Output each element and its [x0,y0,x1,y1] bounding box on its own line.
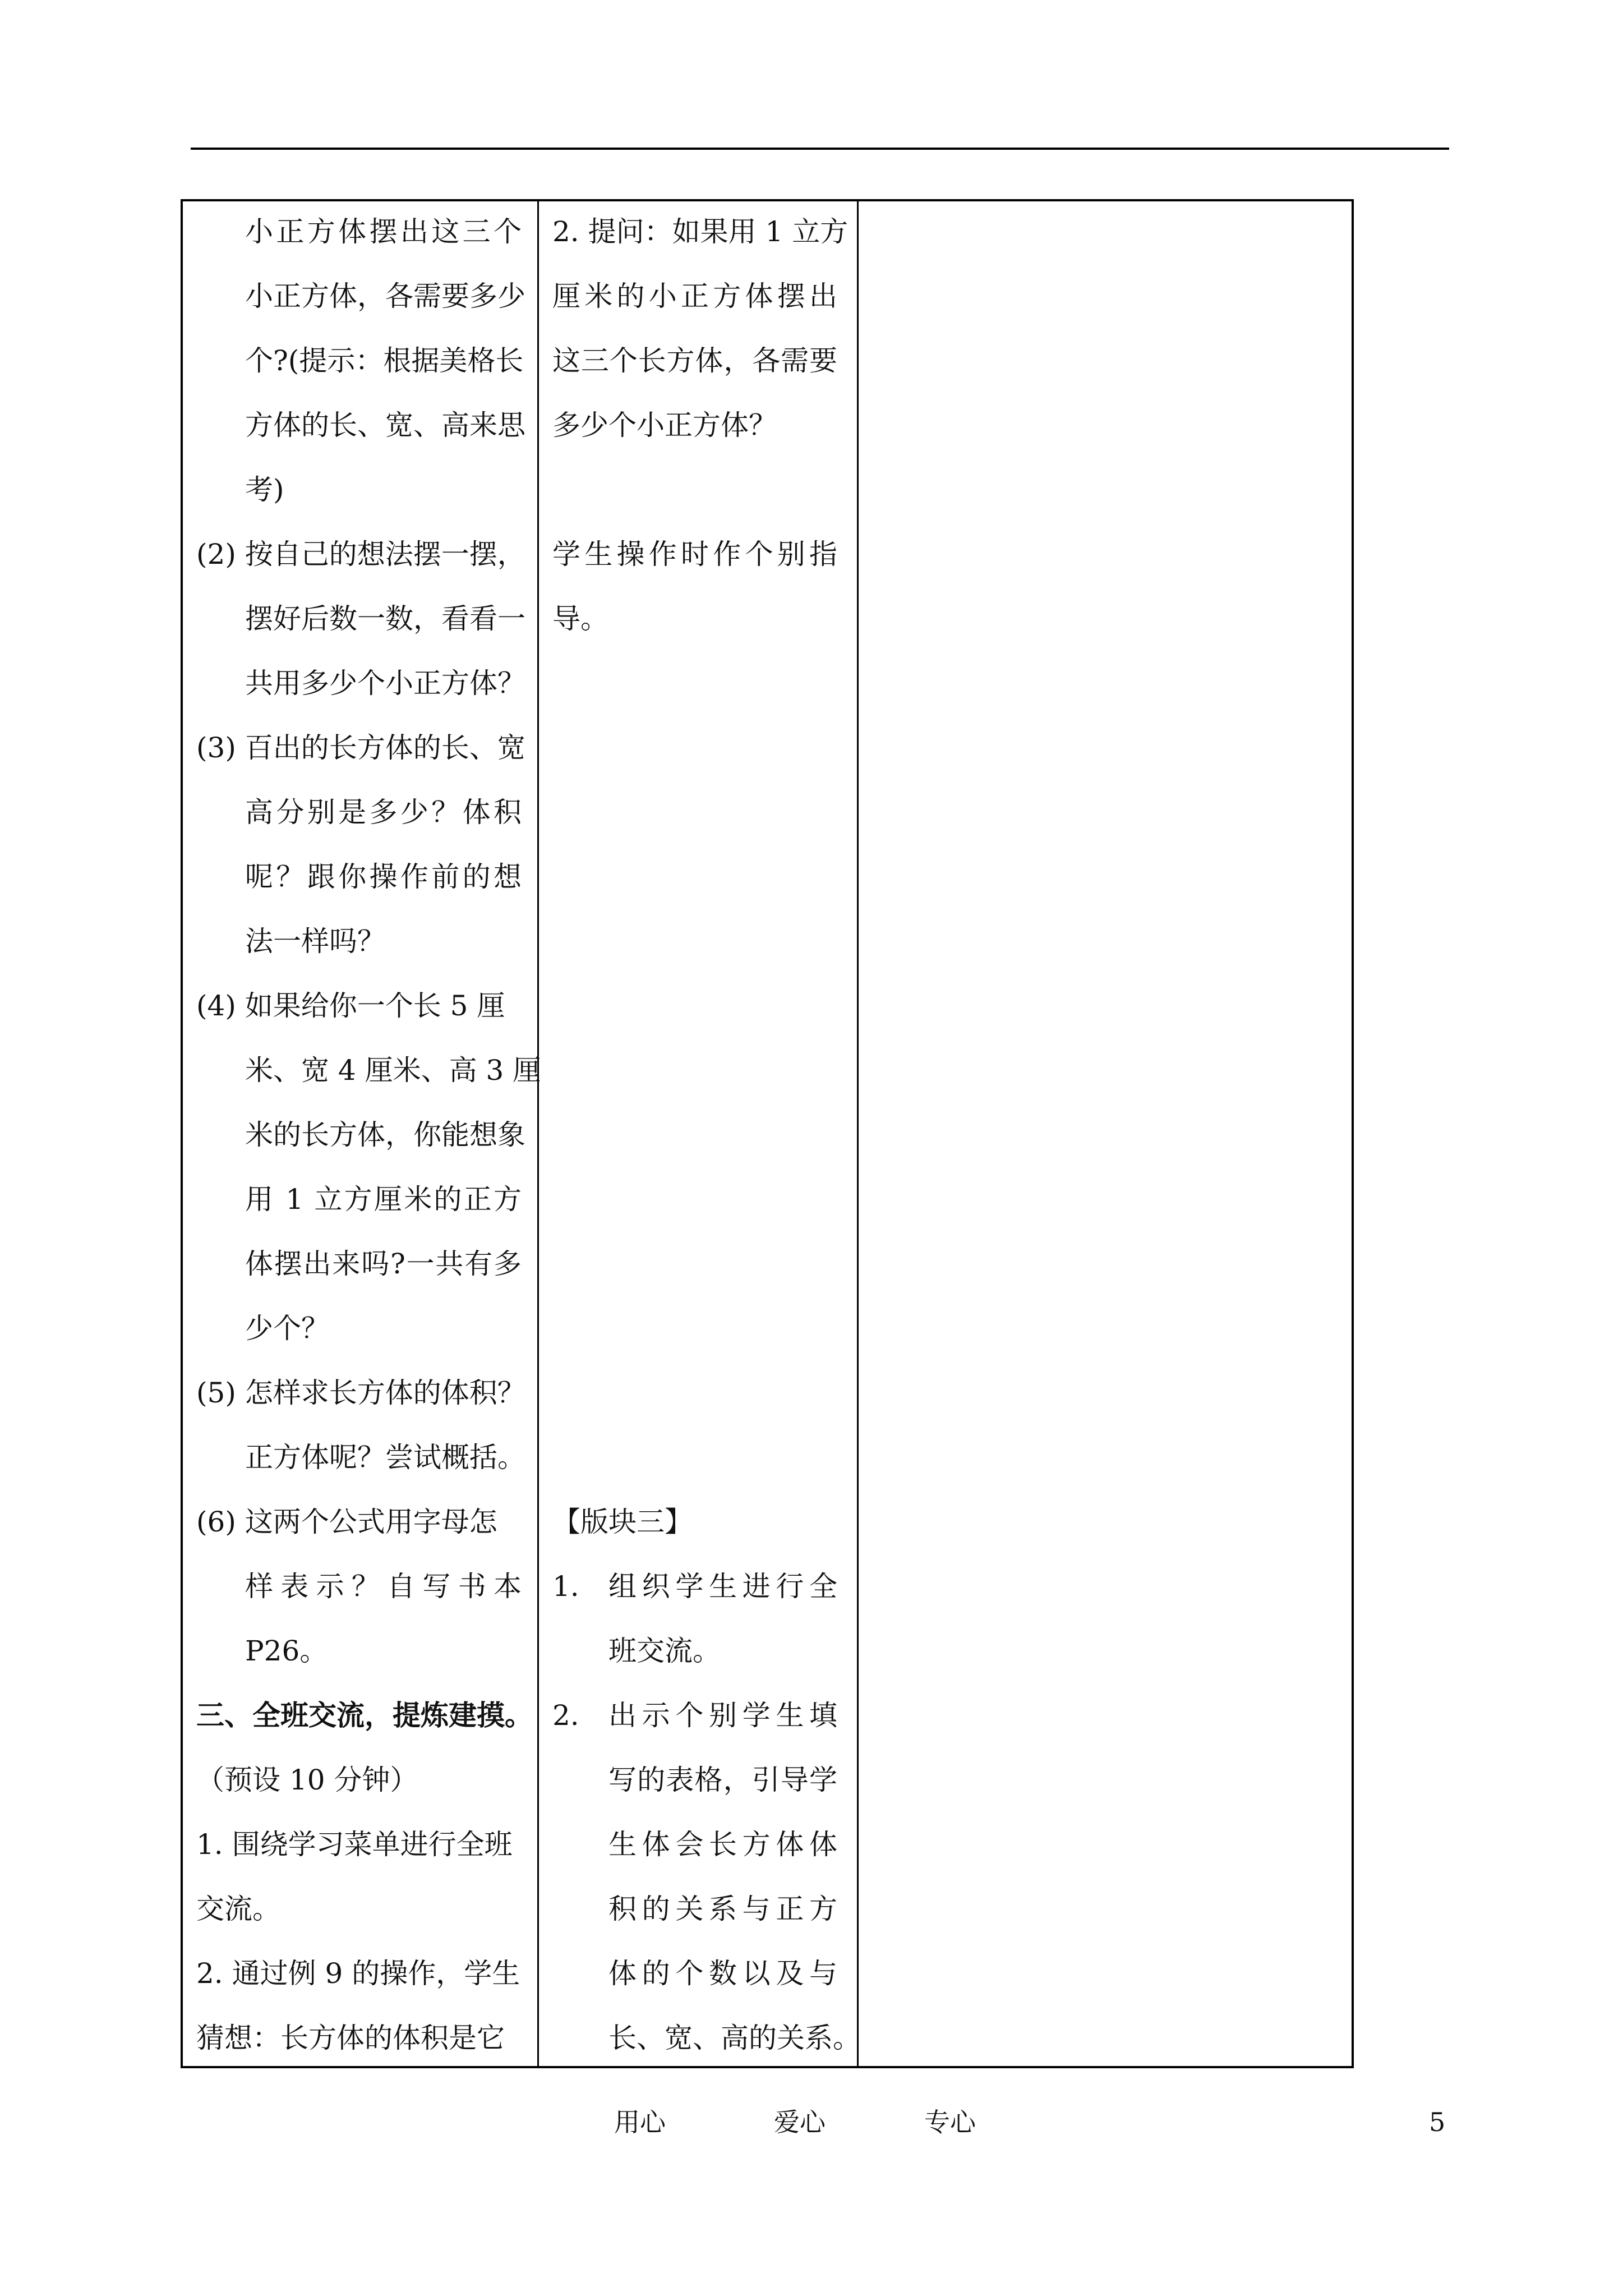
header-rule [191,148,1449,150]
section-heading: 三、全班交流，提炼建摸。 [196,1699,533,1732]
middle-text-line: 长、宽、高的关系。 [608,2022,861,2054]
left-text-line: 体摆出来吗?一共有多 [245,1248,522,1280]
page-number: 5 [1429,2107,1446,2137]
left-list-item-4: (4) 如果给你一个长 5 厘 [196,990,505,1022]
middle-text-line: 生体会长方体体 [608,1828,837,1861]
middle-text-line: 多少个小正方体？ [552,409,777,441]
left-list-item-3: (3) 百出的长方体的长、宽 [196,731,525,764]
left-text-line: 方体的长、宽、高来思 [245,409,525,441]
left-text-line: P26。 [245,1635,328,1667]
column-divider-1 [537,201,539,2066]
footer-motto-3: 专心 [924,2107,976,2137]
middle-text-line: 学生操作时作个别指 [552,538,837,570]
left-text-line: 摆好后数一数，看看一 [245,602,525,635]
middle-text-line: 出示个别学生填 [608,1699,837,1732]
left-text-line: 用 1 立方厘米的正方 [245,1183,522,1216]
middle-text-line: 2. 提问：如果用 1 立方 [552,215,849,248]
left-text-line: 少个？ [245,1312,329,1345]
middle-text-line: 班交流。 [608,1635,721,1667]
middle-text-line: 导。 [552,602,608,635]
left-text-line: 米、宽 4 厘米、高 3 厘 [245,1054,541,1087]
middle-text-line: 厘米的小正方体摆出 [552,280,837,312]
middle-text-line: 这三个长方体，各需要 [552,344,837,377]
left-text-line: 猜想：长方体的体积是它 [196,2022,505,2054]
footer-motto-1: 用心 [614,2107,666,2137]
left-list-item-5: (5) 怎样求长方体的体积？ [196,1377,525,1409]
left-text-line: 小正方体摆出这三个 [245,215,522,248]
left-text-line: 1. 围绕学习菜单进行全班 [196,1828,513,1861]
left-text-line: （预设 10 分钟） [196,1764,418,1796]
middle-list-number: 2. [552,1699,579,1732]
column-divider-2 [857,201,859,2066]
left-text-line: 交流。 [196,1893,280,1925]
left-text-line: 考) [245,473,284,506]
left-text-line: 高分别是多少？体积 [245,796,522,829]
left-text-line: 呢？跟你操作前的想 [245,861,522,893]
left-text-line: 2. 通过例 9 的操作，学生 [196,1957,520,1990]
middle-text-line: 体的个数以及与 [608,1957,837,1990]
middle-text-line: 写的表格，引导学 [608,1764,837,1796]
left-text-line: 个?(提示：根据美格长 [245,344,524,377]
middle-text-line: 组织学生进行全 [608,1570,837,1603]
left-text-line: 正方体呢？尝试概括。 [245,1441,525,1474]
left-text-line: 法一样吗？ [245,925,385,958]
left-text-line: 小正方体，各需要多少 [245,280,525,312]
middle-text-line: 积的关系与正方 [608,1893,837,1925]
middle-list-number: 1. [552,1570,579,1603]
footer-motto-2: 爱心 [774,2107,826,2137]
left-list-item-6: (6) 这两个公式用字母怎 [196,1506,497,1538]
left-text-line: 米的长方体，你能想象 [245,1119,525,1151]
section-label: 【版块三】 [552,1506,693,1538]
left-text-line: 样表示？自写书本 [245,1570,522,1603]
left-list-item-2: (2) 按自己的想法摆一摆， [196,538,525,570]
left-text-line: 共用多少个小正方体？ [245,667,525,700]
